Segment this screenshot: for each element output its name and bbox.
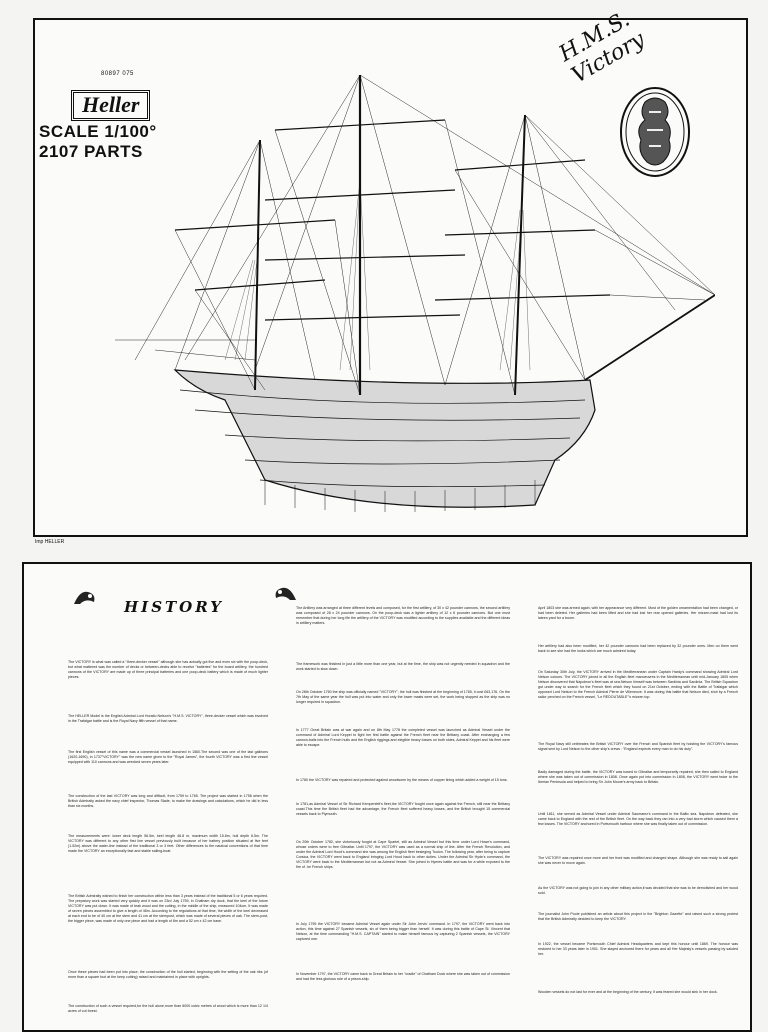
history-paragraph: The measurements were: lower deck length 56.5m, keel length 46.8 m, maximum width 15.8m, hull depth 6.5m. The VICTORY was different to any other first line vessel previously built because of her battery position situated at five feet (1.52m) above the water-line instead of the traditional 3 or 3 feet. Other differences to the nautical conventions of that time made the VICTORY an exceptionally fast and stable sailing-boat. [68, 834, 268, 853]
history-paragraph: Until 1811, she served as Admiral Vessel under Admiral Saumarez's command in the Baltic sea. Napoleon defeated, she came back to England with the rest of the British fleet. On the way back they ran into a very bad storm which caused them a few losses. The VICTORY anchored in Portsmouth harbour where she was finally taken out of commission. [538, 812, 738, 826]
history-paragraph: The Artillery was arranged at three different levels and composed, for the first artillery, of 30 x 42 pounder cannons, the second artillery was composed of 28 x 24 pounder cannons. On the poop-deck was a lighter artillery of 12 x 6 pounder cannons. But one must remember that during her long life the artillery of the VICTORY was modified according to the supplies available and the different ideas in artillery matters. [296, 606, 510, 625]
reference-code: 80897 075 [101, 71, 134, 77]
history-paragraph: In 1922, the vessel became Portsmouth Chief Admiral Headquarters and kept this honour until 1869. The honour was restored to her 33 years later in 1901. She stayed anchored there for years and all Her Majesty's vessels passing by saluted her. [538, 942, 738, 956]
history-paragraph: On Saturday 30th July, the VICTORY arrived in the Mediterranean under Captain Hardy's command showing Admiral Lord Nelson colours. The VICTORY joined in all the English fleet manoeuvres in the Mediterranean until mid-January 1805 when Nelson discovered that Napoleon's fleet was at sea.Nelson himself was between Sardinia and Sardinia. The British Squadron got under way to search for the French fleet which they found on 21st October, ending with the Battle of Trafalgar which opposed Lord Nelson to the French Admiral Pierre de Villeneuve. It was during this battle that Nelson died, shot by a French sailor perched on the French vessel, "Le REDOUTABLE"'s mizzen top. [538, 670, 738, 699]
cover-panel [33, 6, 748, 537]
printer-imprint: Imp HELLER [35, 539, 65, 545]
history-paragraph: On 28th October 1760 the ship was officially named "VICTORY", the hull was finished at the beginning of 1765, it cost £63,176. On the 7th May of the same year the hull was put into water and only the lower masts were set, the work being stopped as the ship was no longer required in squadron. [296, 690, 510, 704]
ornament-icon [72, 586, 98, 608]
history-paragraph: On 20th October 1782, she victoriously fought at Cape Spartel, still as Admiral Vessel but this time under Lord Howe's command, whose orders were to free Gibraltar. Until 1797, the VICTORY was used as a normal ship of line. After the French Revolution, and under the Admiral Lord Hood's command she was among the English fleet besieging Toulon. The following year, after being to capture Corsica, the VICTORY went back to England bringing Lord Hood back to other duties. Under the Admiral Sir Hyde's command, the VICTORY went back to the Mediterranean but not as Admiral Vessel. She joined in Hyeres battle and was for a while exposed to the fire of .he French ships. [296, 840, 510, 869]
history-paragraph: In 1781,as Admiral Vessel of Sir Richard Kempenfelt's fleet,the VICTORY fought once again against the French, still near the Brittany coast.This time the British fleet had the advantage, the French fleet suffered heavy losses, and the British brought 15 commercial vessels back to Plymouth. [296, 802, 510, 816]
history-paragraph: In 1780 the VICTORY was repaired and protected against woodworm by the means of copper lining which added a weight of 15 tons. [296, 778, 508, 782]
ship-name-script: H.M.S. Victory [555, 6, 650, 89]
history-paragraph: The Royal Navy still celebrates the British VICTORY over the French and Spanish fleet by hoisting the VICTORY's famous signal sent by Lord Nelson to the other ship's crews : "England expects every man to do his duty". [538, 742, 738, 751]
history-panel [22, 562, 752, 1032]
history-paragraph: Badly damaged during the battle, the VICTORY was towed to Gibraltar and temporarily repaired, she then sailed to England where she was taken out of commission in 1808. Once again put into commission in 1808, the VICTORY went twice to the Iberian Peninsula and helped to bring Sir John Moore's army back to Britain. [538, 770, 738, 784]
brand-logo: Heller [71, 90, 150, 121]
history-paragraph: In July 1795 the VICTORY became Admiral Vessel again under Sir John Jervis' command. In 1797, the VICTORY went back into action, this time against 27 Spanish vessels, six of them being bigger than herself. It was during this battle of Cape St. Vincent that Nelson, at the time commanding "H.M.S. CAPTAIN" started to make himself famous by capturing 2 Spanish vessels, the VICTORY captured one. [296, 922, 510, 941]
parts-count: 2107 PARTS [39, 142, 143, 161]
history-paragraph: The first English vessel of this name was a commercial vessel launched in 1560.The second was one of the last galleons (1620-1690), in 1737"VICTORY" was the new name given to the "Royal James", the fourth VICTORY was a first line vessel equipped with 110 cannons and was wrecked seven years later. [68, 750, 268, 764]
history-paragraph: As the VICTORY was not going to join in any other military action,it was decided that she was to be demolished and her wood sold. [538, 886, 738, 895]
history-paragraph: The framework was finished in just a little more than one year, but at the time, the ship was not urgently needed in squadron and the work started to slow down. [296, 662, 510, 671]
history-paragraph: The British Admiralty wished to finish her construction within less than 3 years instead of the traditional 5 or 6 years required. The prepatory work was started very quickly and it was on 23rd July 1759, in Chatham dry dock, that the keel of the future VICTORY was put down. It was made of teak wood and the cutting, in the middle of the ship, measured 104cm. It was made of seven pieces assembled to give a length of 46m. According to the regulations at that time, the width of the keel decreased at each end to be of 40 cm at the stem and 41 cm at the sternpost, which was made of several pieces of oak. The stern-post, the bigger piece, was made of only one piece and had a length of 8m and a 52 cm x 42 cm base. [68, 894, 268, 923]
history-paragraph: Wooden vessels do not last for ever and at the beginning of the century, it was feared she would sink in her dock. [538, 990, 718, 994]
history-paragraph: The VICTORY was repaired once more and her front was modified and changed shape. Although she was ready to sail again she was never to move again. [538, 856, 738, 865]
scale-label: SCALE 1/100° [39, 122, 157, 141]
history-paragraph: The HELLER Model is the English Admiral Lord Horatio Nelson's "H.M.S. VICTORY", three-decker vessel which was involved in the Trafalgar battle and is the Royal Navy fifth vessel of that name. [68, 714, 268, 723]
history-paragraph: April 1803 she was armed again, with her appearance very different. Most of the golden ornamentation had been changed, or had been deleted. Her galleries had been lifted and she had lost her rear opened galleries. Her mizzen-mast had lost its lateen yard for a boom. [538, 606, 738, 620]
history-paragraph: The VICTORY is what was called a "three-decker vessel" although she has actually got five and even six with the poop-deck, but what mattered was the number of decks or between-decks able to receive "batteries" for the board artillery, the hundred cannons of the VICTORY are made up of three principal batteries and one poop-deck battery which is made of much lighter pieces. [68, 660, 268, 679]
history-paragraph: In November 1797, the VICTORY came back to Great Britain to her "cradle" of Chatham Dock where she was taken out of commission and had the less glorious role of a prison-ship. [296, 972, 510, 981]
history-paragraph: The journalist John Poole published an article about this project in the "Brighton Gazette" and raised such a strong protest that the British Admiralty decided to keep the VICTORY. [538, 912, 738, 921]
history-paragraph: Her artillery had also been modified, her 42 pounder cannons had been replaced by 32 pounder ones. Men on them went back to see she had the looks which are much admired today. [538, 644, 738, 653]
history-heading: HISTORY [124, 598, 224, 616]
ornament-icon [272, 582, 298, 604]
history-paragraph: In 1777 Great Britain was at war again and on 8th May 1778 the completed vessel was launched as Admiral Vessel under the command of Admiral Lord Keppel to fight her first battle against the French fleet near the Brittany coast. After exchanging a few cannon-balls into the French hulls and the English riggings and elegible heavy losses on both sides, Admiral Keppel and his fleet were able to escape. [296, 728, 510, 747]
ship-illustration [115, 60, 715, 520]
history-paragraph: The construction of such a vessel required,for the hull alone,more than 6000 cubic metres of wood which is more than 12 1/4 acres of cut forest. [68, 1004, 268, 1013]
history-paragraph: Once these pieces had been put into place, the construction of the hull started, beginning with the setting of the oak ribs (of more than a square foot at the keep cutting) raised and maintained in place with uprights. [68, 970, 268, 979]
history-paragraph: The construction of the last VICTORY was long and difficult, from 1759 to 1765. The project was started in 1758 when the British Admiralty asked the navy chief inspector, Thomas Slade, to make the drawings and calculations, which he did in less than six months. [68, 794, 268, 808]
